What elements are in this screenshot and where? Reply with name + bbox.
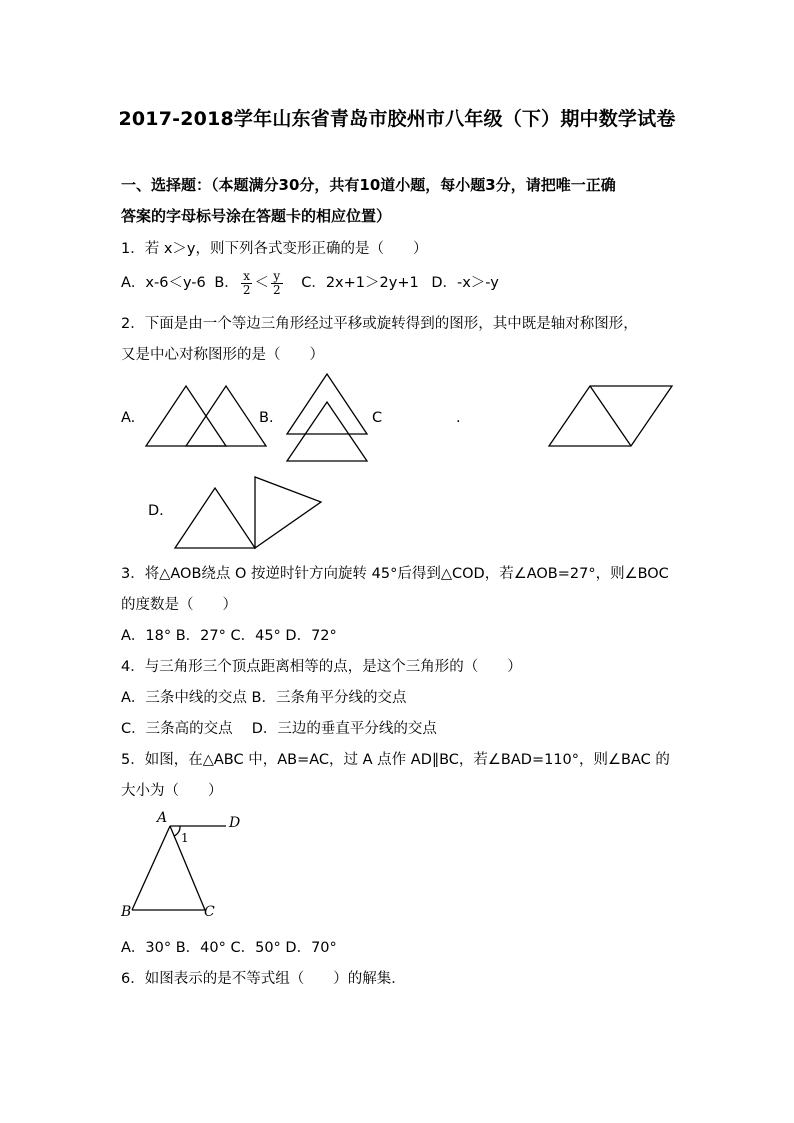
q1-option-d: D．-x＞-y: [431, 275, 499, 291]
q1-fraction-right-num: y: [271, 270, 283, 284]
q2-figure-d-triangle-left: [175, 488, 255, 548]
q2-figure-b-triangle-bottom: [287, 402, 367, 461]
q6-stem: 6．如图表示的是不等式组（ ）的解集．: [121, 971, 406, 987]
q1-option-a: A．x-6＜y-6: [121, 275, 206, 291]
q5-stem-line2: 大小为（ ）: [121, 783, 223, 799]
q2-figure-b: [287, 374, 367, 461]
q2-figure-b-triangle-top: [287, 374, 367, 434]
q1-option-c: C．2x+1＞2y+1: [301, 275, 419, 291]
q2-figure-a-triangle-left: [146, 386, 226, 446]
q5-line-ab: [132, 826, 170, 910]
q2-label-b: B.: [259, 410, 274, 426]
q5-label-d: D: [229, 815, 241, 831]
q2-figure-d-triangle-rotated: [255, 477, 321, 548]
q2-figure-c-diagonal: [590, 386, 631, 446]
q5-label-b: B: [121, 904, 132, 920]
q5-label-a: A: [157, 810, 168, 826]
q5-angle-arc: [174, 826, 180, 836]
q2-label-c: C: [372, 410, 383, 426]
q3-stem-line2: 的度数是（ ）: [121, 597, 237, 613]
q3-stem-line1: 3．将△AOB绕点 O 按逆时针方向旋转 45°后得到△COD，若∠AOB=27°，则∠BOC: [121, 566, 669, 582]
q2-figure-c: [549, 386, 672, 446]
q1-option-b-prefix: B．: [214, 275, 239, 291]
q5-figure: [132, 826, 226, 910]
q5-label-c: C: [204, 904, 215, 920]
q2-figure-a-triangle-right: [186, 386, 266, 446]
page-title: 2017-2018学年山东省青岛市胶州市八年级（下）期中数学试卷: [118, 108, 676, 130]
q1-fraction-right-den: 2: [272, 282, 281, 297]
q2-figure-d: [175, 477, 321, 548]
q5-label-angle-1: 1: [181, 831, 189, 845]
q1-stem: 1．若 x＞y，则下列各式变形正确的是（ ）: [121, 241, 428, 257]
q2-label-c-dot: .: [456, 410, 461, 426]
q2-label-a: A.: [121, 410, 136, 426]
q3-options: A．18° B．27° C．45° D．72°: [121, 628, 337, 644]
section-heading-line1: 一、选择题：（本题满分30分，共有10道小题，每小题3分，请把唯一正确: [121, 176, 616, 194]
q5-options: A．30° B．40° C．50° D．70°: [121, 940, 337, 956]
q4-options-line1: A．三条中线的交点 B．三条角平分线的交点: [121, 690, 407, 706]
q2-stem-line2: 又是中心对称图形的是（ ）: [121, 347, 324, 363]
q2-stem-line1: 2．下面是由一个等边三角形经过平移或旋转得到的图形，其中既是轴对称图形，: [121, 316, 638, 332]
q2-label-d: D.: [148, 503, 164, 519]
section-heading-line2: 答案的字母标号涂在答题卡的相应位置）: [121, 207, 392, 225]
q1-fraction-left-num: x: [241, 270, 253, 284]
q1-less-than: ＜: [254, 275, 269, 291]
q5-stem-line1: 5．如图，在△ABC 中，AB=AC，过 A 点作 AD∥BC，若∠BAD=110°，则∠BAC 的: [121, 752, 670, 768]
q4-stem: 4．与三角形三个顶点距离相等的点，是这个三角形的（ ）: [121, 659, 522, 675]
q1-fraction-left-den: 2: [242, 282, 251, 297]
q4-options-line2: C．三条高的交点 D．三边的垂直平分线的交点: [121, 721, 437, 737]
q2-figure-a: [146, 386, 266, 446]
